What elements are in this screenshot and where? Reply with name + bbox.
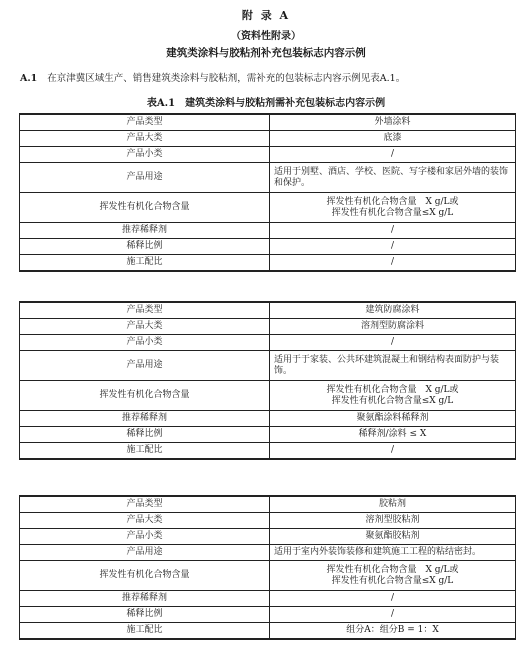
clause-text: 在京津冀区域生产、销售建筑类涂料与胶粘剂，需补充的包装标志内容示例见表A.1。 bbox=[47, 73, 406, 84]
row-value bbox=[270, 193, 516, 223]
appendix-nature: （资料性附录） bbox=[231, 31, 301, 42]
row-value: / bbox=[270, 223, 516, 239]
row-key: 产品小类 bbox=[20, 335, 270, 351]
table-row bbox=[20, 427, 516, 443]
row-key: 推荐稀释剂 bbox=[20, 411, 270, 427]
table-row bbox=[20, 114, 516, 131]
row-key: 产品用途 bbox=[20, 351, 270, 381]
row-key: 挥发性有机化合物含量 bbox=[20, 561, 270, 591]
row-value: / bbox=[270, 591, 516, 607]
row-key: 产品类型 bbox=[20, 114, 270, 131]
row-value: / bbox=[270, 239, 516, 255]
row-value: / bbox=[270, 255, 516, 272]
table-row bbox=[20, 255, 516, 272]
row-value: 组分A：组分B = 1：X bbox=[270, 623, 516, 640]
row-value bbox=[270, 561, 516, 591]
table-row bbox=[20, 147, 516, 163]
table-row bbox=[20, 529, 516, 545]
row-key: 挥发性有机化合物含量 bbox=[20, 381, 270, 411]
row-key: 产品类型 bbox=[20, 302, 270, 319]
row-key: 产品用途 bbox=[20, 545, 270, 561]
table-row bbox=[20, 131, 516, 147]
table-row bbox=[20, 239, 516, 255]
row-value: / bbox=[270, 607, 516, 623]
row-key: 产品小类 bbox=[20, 529, 270, 545]
spec-table-exterior-coating bbox=[19, 113, 516, 272]
row-key: 产品大类 bbox=[20, 513, 270, 529]
row-value: 稀释剂/涂料 ≤ X bbox=[270, 427, 516, 443]
row-value: / bbox=[270, 443, 516, 460]
row-key: 产品大类 bbox=[20, 131, 270, 147]
row-value: 外墙涂料 bbox=[270, 114, 516, 131]
table-row bbox=[20, 561, 516, 591]
value-line: 挥发性有机化合物含量≤X g/L bbox=[331, 395, 454, 406]
table-caption: 表A.1 建筑类涂料与胶粘剂需补充包装标志内容示例 bbox=[146, 98, 386, 109]
row-value: / bbox=[270, 335, 516, 351]
row-value: 溶剂型防腐涂料 bbox=[270, 319, 516, 335]
row-key: 施工配比 bbox=[20, 255, 270, 272]
row-key: 产品大类 bbox=[20, 319, 270, 335]
row-key: 挥发性有机化合物含量 bbox=[20, 193, 270, 223]
row-value: 适用于于家装、公共环建筑混凝土和钢结构表面防护与装饰。 bbox=[270, 351, 516, 381]
value-line: 挥发性有机化合物含量≤X g/L bbox=[331, 207, 454, 218]
row-key: 产品小类 bbox=[20, 147, 270, 163]
row-value: 建筑防腐涂料 bbox=[270, 302, 516, 319]
table-row bbox=[20, 335, 516, 351]
row-value: 聚氨酯涂料稀释剂 bbox=[270, 411, 516, 427]
table-row bbox=[20, 193, 516, 223]
value-line: 挥发性有机化合物含量 X g/L或 bbox=[326, 196, 459, 207]
row-value: / bbox=[270, 147, 516, 163]
table-row bbox=[20, 411, 516, 427]
value-line: 挥发性有机化合物含量≤X g/L bbox=[331, 575, 454, 586]
row-value bbox=[270, 381, 516, 411]
appendix-heading: 附 录 A bbox=[241, 9, 291, 22]
row-value: 聚氨酯胶粘剂 bbox=[270, 529, 516, 545]
row-key: 推荐稀释剂 bbox=[20, 223, 270, 239]
table-row bbox=[20, 163, 516, 193]
row-value: 溶剂型胶粘剂 bbox=[270, 513, 516, 529]
row-value: 胶粘剂 bbox=[270, 496, 516, 513]
table-row bbox=[20, 351, 516, 381]
row-key: 稀释比例 bbox=[20, 607, 270, 623]
row-key: 稀释比例 bbox=[20, 427, 270, 443]
table-row bbox=[20, 496, 516, 513]
table-row bbox=[20, 545, 516, 561]
table-row bbox=[20, 223, 516, 239]
row-value: 适用于别墅、酒店、学校、医院、写字楼和家居外墙的装饰和保护。 bbox=[270, 163, 516, 193]
table-row bbox=[20, 607, 516, 623]
table-row bbox=[20, 513, 516, 529]
appendix-title: 建筑类涂料与胶粘剂补充包装标志内容示例 bbox=[166, 47, 366, 59]
table-row bbox=[20, 623, 516, 640]
row-key: 施工配比 bbox=[20, 443, 270, 460]
row-value: 底漆 bbox=[270, 131, 516, 147]
table-row bbox=[20, 591, 516, 607]
row-key: 施工配比 bbox=[20, 623, 270, 640]
row-key: 产品用途 bbox=[20, 163, 270, 193]
spec-table-adhesive bbox=[19, 495, 516, 640]
table-row bbox=[20, 302, 516, 319]
clause-number: A.1 bbox=[20, 73, 38, 84]
intro-paragraph bbox=[20, 70, 525, 84]
value-line: 挥发性有机化合物含量 X g/L或 bbox=[326, 564, 459, 575]
table-row bbox=[20, 381, 516, 411]
row-key: 产品类型 bbox=[20, 496, 270, 513]
table-row bbox=[20, 443, 516, 460]
spec-table-anticorrosive-coating bbox=[19, 301, 516, 460]
table-row bbox=[20, 319, 516, 335]
row-key: 稀释比例 bbox=[20, 239, 270, 255]
row-key: 推荐稀释剂 bbox=[20, 591, 270, 607]
row-value: 适用于室内外装饰装修和建筑施工工程的粘结密封。 bbox=[270, 545, 516, 561]
value-line: 挥发性有机化合物含量 X g/L或 bbox=[326, 384, 459, 395]
